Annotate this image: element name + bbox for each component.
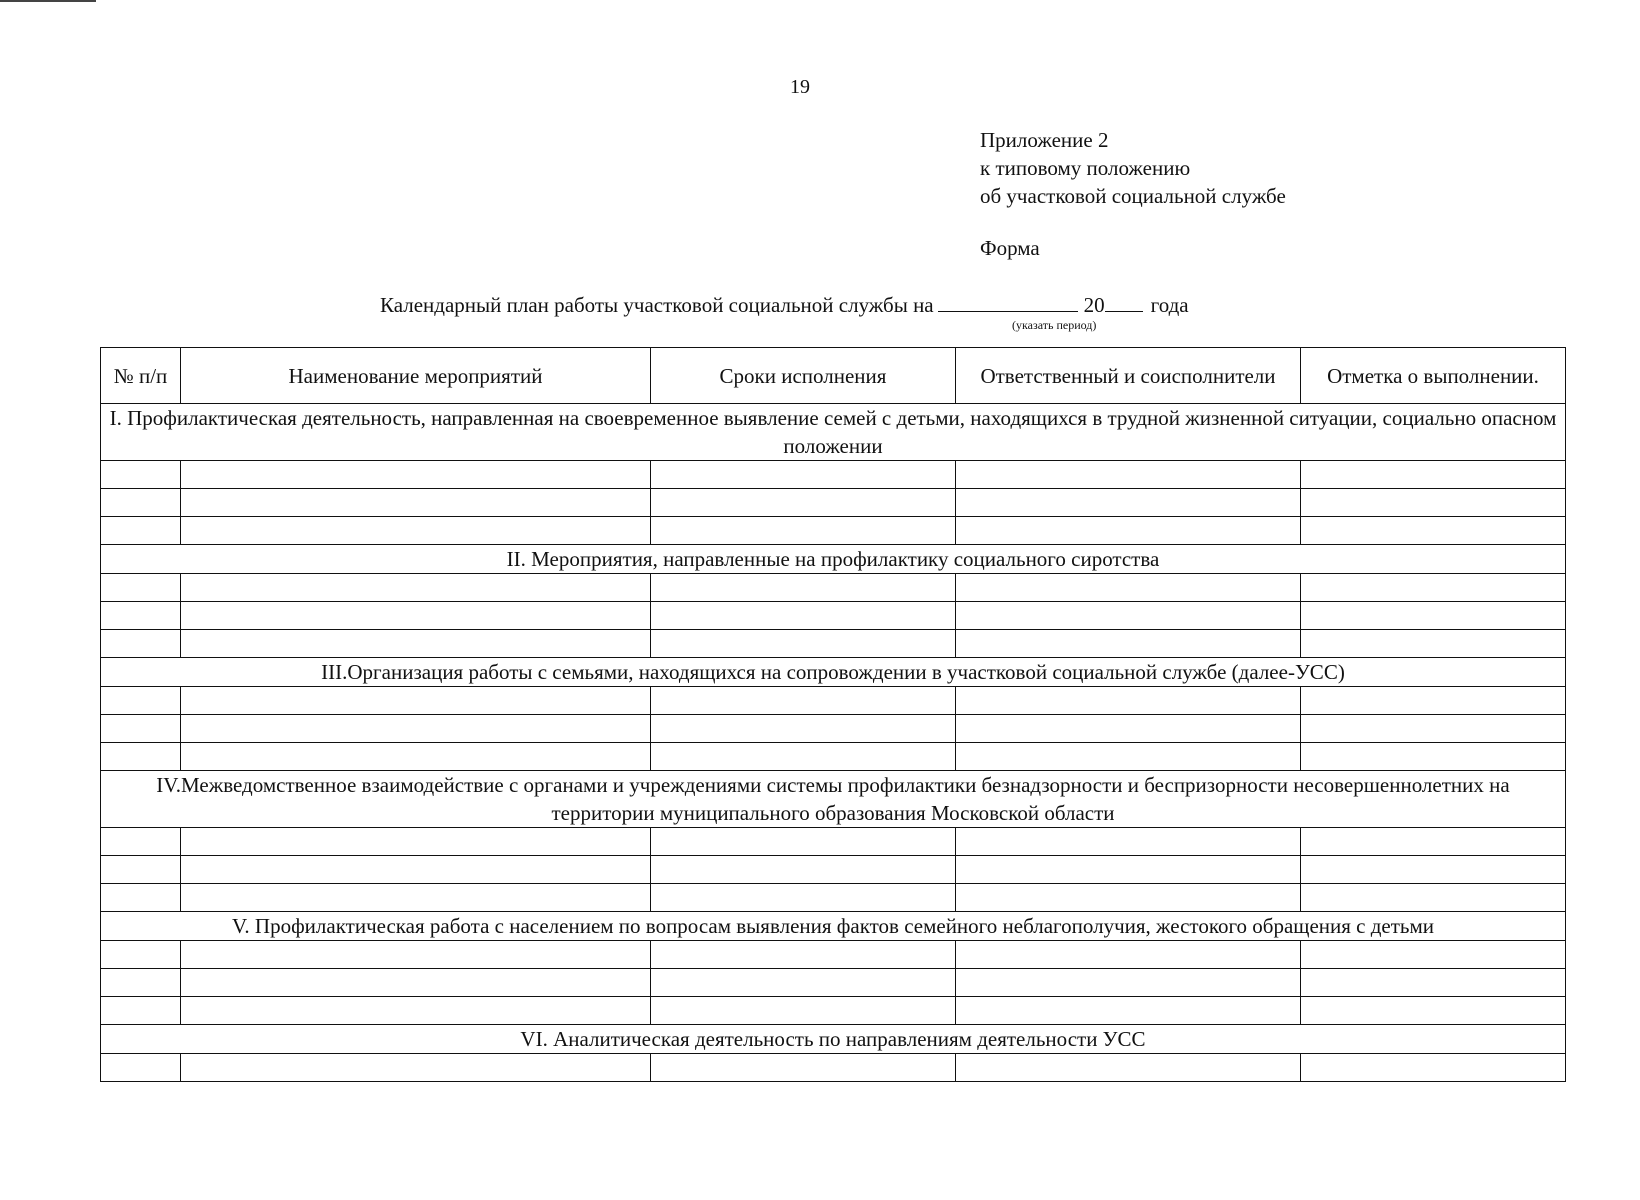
table-cell[interactable] (956, 602, 1301, 630)
table-row (101, 743, 1566, 771)
table-cell[interactable] (181, 828, 651, 856)
header-responsible: Ответственный и соисполнители (956, 348, 1301, 404)
page-number: 19 (790, 76, 810, 98)
table-cell[interactable] (1301, 828, 1566, 856)
table-cell[interactable] (956, 941, 1301, 969)
table-cell[interactable] (101, 461, 181, 489)
table-cell[interactable] (956, 1054, 1301, 1082)
table-cell[interactable] (1301, 743, 1566, 771)
table-cell[interactable] (651, 461, 956, 489)
table-row (101, 828, 1566, 856)
table-cell[interactable] (181, 1054, 651, 1082)
table-cell[interactable] (1301, 715, 1566, 743)
table-row (101, 574, 1566, 602)
table-cell[interactable] (101, 602, 181, 630)
table-row (101, 687, 1566, 715)
table-cell[interactable] (101, 687, 181, 715)
table-cell[interactable] (101, 517, 181, 545)
title-text: Календарный план работы участковой социальной службы на (380, 293, 934, 317)
section-title-4: IV.Межведомственное взаимодействие с органами и учреждениями системы профилактики безнадзорности и беспризорности несовершеннолетних на территории муниципального образования Московской области (101, 771, 1566, 828)
table-cell[interactable] (956, 630, 1301, 658)
section-title-3: III.Организация работы с семьями, находящихся на сопровождении в участковой социальной службе (далее-УСС) (101, 658, 1566, 687)
table-row (101, 715, 1566, 743)
section-row-1 (101, 404, 1566, 461)
table-cell[interactable] (181, 630, 651, 658)
table-cell[interactable] (651, 1054, 956, 1082)
table-cell[interactable] (1301, 517, 1566, 545)
section-row-2 (101, 545, 1566, 574)
table-cell[interactable] (1301, 489, 1566, 517)
table-cell[interactable] (181, 517, 651, 545)
table-cell[interactable] (956, 969, 1301, 997)
table-cell[interactable] (181, 743, 651, 771)
table-cell[interactable] (651, 715, 956, 743)
table-row (101, 1054, 1566, 1082)
header-mark: Отметка о выполнении. (1301, 348, 1566, 404)
table-cell[interactable] (651, 884, 956, 912)
section-row-6 (101, 1025, 1566, 1054)
table-cell[interactable] (1301, 687, 1566, 715)
title-year-suffix: года (1150, 293, 1189, 317)
table-cell[interactable] (101, 743, 181, 771)
table-cell[interactable] (101, 489, 181, 517)
table-cell[interactable] (181, 602, 651, 630)
table-row (101, 969, 1566, 997)
table-cell[interactable] (181, 941, 651, 969)
table-cell[interactable] (1301, 630, 1566, 658)
table-cell[interactable] (651, 489, 956, 517)
table-cell[interactable] (101, 828, 181, 856)
table-cell[interactable] (101, 884, 181, 912)
appendix-line-3: об участковой социальной службе (980, 184, 1286, 208)
table-cell[interactable] (956, 997, 1301, 1025)
table-cell[interactable] (956, 884, 1301, 912)
appendix-header (980, 126, 1286, 210)
table-cell[interactable] (956, 461, 1301, 489)
table-cell[interactable] (101, 997, 181, 1025)
table-cell[interactable] (1301, 1054, 1566, 1082)
table-cell[interactable] (651, 574, 956, 602)
table-cell[interactable] (651, 828, 956, 856)
section-title-1: I. Профилактическая деятельность, направленная на своевременное выявление семей с детьми, находящихся в трудной жизненной ситуации, социально опасном положении (101, 404, 1566, 461)
table-cell[interactable] (651, 602, 956, 630)
table-row (101, 884, 1566, 912)
table-cell[interactable] (181, 489, 651, 517)
table-cell[interactable] (181, 969, 651, 997)
table-cell[interactable] (1301, 941, 1566, 969)
table-cell[interactable] (181, 856, 651, 884)
document-title (380, 293, 1189, 318)
table-cell[interactable] (956, 517, 1301, 545)
table-cell[interactable] (651, 856, 956, 884)
section-row-5 (101, 912, 1566, 941)
table-cell[interactable] (1301, 997, 1566, 1025)
table-cell[interactable] (101, 630, 181, 658)
appendix-line-1: Приложение 2 (980, 128, 1109, 152)
header-dates: Сроки исполнения (651, 348, 956, 404)
table-row (101, 997, 1566, 1025)
table-cell[interactable] (956, 715, 1301, 743)
table-cell[interactable] (101, 969, 181, 997)
scan-artifact-line (0, 0, 96, 2)
table-cell[interactable] (181, 574, 651, 602)
period-blank (938, 293, 1078, 312)
table-cell[interactable] (651, 969, 956, 997)
table-cell[interactable] (956, 743, 1301, 771)
table-cell[interactable] (651, 687, 956, 715)
section-title-6: VI. Аналитическая деятельность по направлениям деятельности УСС (101, 1025, 1566, 1054)
table-cell[interactable] (651, 517, 956, 545)
appendix-line-2: к типовому положению (980, 156, 1191, 180)
table-row (101, 602, 1566, 630)
table-cell[interactable] (181, 461, 651, 489)
table-cell[interactable] (651, 743, 956, 771)
table-row (101, 461, 1566, 489)
table-cell[interactable] (956, 574, 1301, 602)
header-name: Наименование мероприятий (181, 348, 651, 404)
table-cell[interactable] (101, 856, 181, 884)
table-cell[interactable] (956, 856, 1301, 884)
table-cell[interactable] (1301, 969, 1566, 997)
table-cell[interactable] (101, 574, 181, 602)
table-row (101, 856, 1566, 884)
table-cell[interactable] (1301, 602, 1566, 630)
section-row-4 (101, 771, 1566, 828)
table-row (101, 630, 1566, 658)
table-row (101, 941, 1566, 969)
table-cell[interactable] (181, 997, 651, 1025)
section-title-2: II. Мероприятия, направленные на профилактику социального сиротства (101, 545, 1566, 574)
table-header-row (101, 348, 1566, 404)
table-cell[interactable] (1301, 461, 1566, 489)
table-cell[interactable] (1301, 884, 1566, 912)
table-cell[interactable] (956, 828, 1301, 856)
form-label: Форма (980, 236, 1040, 260)
title-year-prefix: 20 (1083, 293, 1105, 317)
table-row (101, 517, 1566, 545)
table-cell[interactable] (956, 489, 1301, 517)
table-cell[interactable] (1301, 574, 1566, 602)
period-hint: (указать период) (1012, 318, 1097, 332)
plan-table (100, 347, 1566, 1082)
table-cell[interactable] (956, 687, 1301, 715)
year-blank (1105, 293, 1143, 312)
table-cell[interactable] (651, 997, 956, 1025)
table-cell[interactable] (651, 941, 956, 969)
section-row-3 (101, 658, 1566, 687)
table-cell[interactable] (181, 687, 651, 715)
table-cell[interactable] (101, 715, 181, 743)
table-cell[interactable] (181, 715, 651, 743)
table-cell[interactable] (181, 884, 651, 912)
table-cell[interactable] (651, 630, 956, 658)
header-num: № п/п (101, 348, 181, 404)
section-title-5: V. Профилактическая работа с населением по вопросам выявления фактов семейного неблагополучия, жестокого обращения с детьми (101, 912, 1566, 941)
table-cell[interactable] (101, 1054, 181, 1082)
table-cell[interactable] (1301, 856, 1566, 884)
table-cell[interactable] (101, 941, 181, 969)
table-row (101, 489, 1566, 517)
